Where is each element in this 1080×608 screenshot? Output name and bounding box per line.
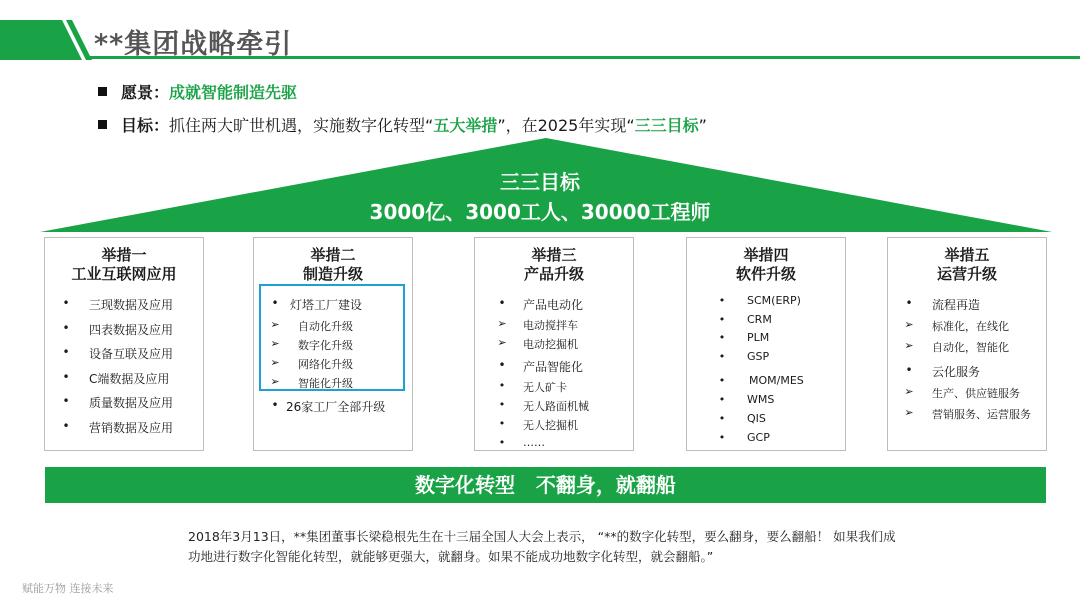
arrow-bullet-icon: ➢	[904, 385, 914, 398]
list-item	[888, 339, 1046, 363]
list-item	[254, 398, 412, 420]
arrow-bullet-icon: ➢	[270, 318, 280, 331]
bullet-icon: •	[498, 358, 506, 372]
list-item	[475, 358, 633, 379]
list-item	[687, 374, 845, 393]
goal-text-3: ”	[698, 116, 707, 135]
bullet-icon: •	[498, 296, 506, 310]
list-item-label: 电动挖掘机	[523, 338, 578, 351]
arrow-bullet-icon: ➢	[497, 336, 507, 349]
list-item-label: QIS	[747, 412, 766, 425]
pillar-2-title-line1: 举措二	[310, 246, 356, 264]
bullet-icon: •	[718, 294, 726, 307]
pillar-4-title-line2: 软件升级	[735, 265, 796, 283]
list-item-label: MOM/MES	[749, 374, 804, 387]
pillar-1-title-line2: 工业互联网应用	[71, 265, 177, 283]
pillar-3-title	[475, 246, 633, 284]
bullet-icon: •	[498, 379, 506, 392]
arrow-bullet-icon: ➢	[270, 356, 280, 369]
arrow-bullet-icon: ➢	[904, 339, 914, 352]
pillar-5-title-line1: 举措五	[944, 246, 990, 264]
list-item-label: GCP	[747, 431, 770, 444]
bullet-icon: •	[498, 417, 506, 430]
bullet-icon: •	[498, 436, 506, 449]
bullet-icon: •	[62, 394, 70, 408]
goal-highlight-2: 三三目标	[634, 116, 699, 135]
list-item-label: 无人挖掘机	[523, 419, 578, 432]
bullet-icon: •	[718, 374, 726, 387]
list-item-label: 流程再造	[932, 298, 981, 312]
pillar-3-items	[475, 296, 633, 450]
arrow-bullet-icon: ➢	[904, 318, 914, 331]
list-item-label: C端数据及应用	[89, 371, 170, 386]
bullet-icon: •	[718, 412, 726, 425]
list-item	[475, 398, 633, 417]
highlight-box	[259, 284, 405, 391]
list-item-label: 自动化升级	[298, 320, 353, 333]
pillar-4	[686, 237, 846, 451]
pillar-4-items	[687, 294, 845, 449]
goal-label: 目标：	[121, 116, 170, 135]
list-item-label: WMS	[747, 393, 775, 406]
list-item	[888, 363, 1046, 385]
bullet-icon: •	[271, 296, 279, 310]
list-item	[687, 350, 845, 374]
list-item-label: 营销数据及应用	[89, 420, 174, 435]
list-item	[475, 436, 633, 450]
list-item-label: 电动搅拌车	[523, 319, 578, 332]
list-item-label: 无人矿卡	[523, 381, 567, 394]
list-item	[888, 296, 1046, 318]
list-item-label: 网络化升级	[298, 358, 353, 371]
arrow-bullet-icon: ➢	[497, 317, 507, 330]
pillar-1	[44, 237, 204, 451]
list-item	[687, 393, 845, 412]
roof-subtitle: 3000亿、3000工人、30000工程师	[369, 200, 711, 224]
list-item	[45, 321, 203, 346]
vision-value: 成就智能制造先驱	[169, 83, 298, 102]
list-item	[888, 318, 1046, 339]
arrow-bullet-icon: ➢	[270, 337, 280, 350]
arrow-bullet-icon: ➢	[904, 406, 914, 419]
list-item	[475, 296, 633, 317]
pillar-5	[887, 237, 1047, 451]
list-item-label: 设备互联及应用	[89, 347, 174, 361]
bullet-icon: •	[62, 369, 70, 384]
list-item-label: 自动化，智能化	[932, 341, 1009, 354]
list-item-label: 产品智能化	[523, 360, 584, 374]
list-item	[45, 419, 203, 444]
bullet-icon: •	[718, 331, 726, 344]
bullet-icon: •	[718, 393, 726, 406]
quote-text: 2018年3月13日，**集团董事长梁稳根先生在十三届全国人大会上表示， “**的数字化转型，要么翻身，要么翻船！ 如果我们成功地进行数字化智能化转型，就能够更强大，就翻身。如果不能成功地数字化转型，就会翻船。”	[188, 529, 896, 564]
vision-line	[98, 80, 297, 103]
pillar-5-title-line2: 运营升级	[936, 265, 997, 283]
list-item-label: 标准化，在线化	[932, 320, 1009, 333]
pillar-5-items	[888, 296, 1046, 427]
list-item	[687, 331, 845, 350]
goal-line	[98, 113, 707, 136]
pillar-1-items	[45, 296, 203, 443]
footer-slogan: 赋能万物 连接未来	[22, 582, 114, 595]
list-item-label: CRM	[747, 313, 772, 326]
bullet-icon: •	[718, 313, 726, 326]
vision-label: 愿景：	[121, 83, 170, 102]
list-item	[687, 412, 845, 431]
goal-text-2: ”，在2025年实现“	[497, 116, 635, 135]
list-item-label: 三现数据及应用	[89, 298, 174, 312]
list-item-label: 四表数据及应用	[89, 322, 174, 337]
list-item-label: SCM(ERP)	[747, 294, 801, 307]
list-item-label: PLM	[747, 331, 770, 344]
bullet-icon: •	[62, 345, 70, 359]
pillar-1-title-line1: 举措一	[101, 246, 147, 264]
list-item-label: 数字化升级	[298, 339, 353, 352]
goal-highlight-1: 五大举措	[433, 116, 498, 135]
page-title: **集团战略牵引	[94, 29, 293, 60]
pillar-2-title-line2: 制造升级	[302, 265, 363, 283]
pillar-5-title	[888, 246, 1046, 284]
list-item	[888, 406, 1046, 427]
bullet-icon: •	[62, 320, 70, 335]
goal-text-1: 抓住两大旷世机遇，实施数字化转型“	[169, 116, 434, 135]
square-bullet-icon	[98, 120, 107, 129]
list-item	[475, 379, 633, 398]
list-item-label: GSP	[747, 350, 770, 363]
list-item	[45, 345, 203, 370]
bullet-icon: •	[62, 296, 70, 310]
bullet-icon: •	[905, 296, 913, 310]
list-item-label: ……	[523, 436, 545, 449]
list-item-label: 无人路面机械	[523, 400, 589, 413]
list-item	[45, 370, 203, 395]
list-item-label: 质量数据及应用	[89, 396, 174, 410]
square-bullet-icon	[98, 87, 107, 96]
pillar-4-title	[687, 246, 845, 284]
bullet-icon: •	[271, 398, 279, 412]
list-item	[475, 317, 633, 336]
pillar-3-title-line1: 举措三	[531, 246, 577, 264]
list-item	[888, 385, 1046, 406]
list-item	[475, 417, 633, 436]
bullet-icon: •	[905, 363, 913, 377]
bullet-icon: •	[62, 418, 70, 433]
foundation-band: 数字化转型 不翻身，就翻船	[45, 467, 1046, 503]
list-item-label: 营销服务、运营服务	[932, 408, 1031, 421]
pillar-3-title-line2: 产品升级	[523, 265, 584, 283]
list-item	[687, 431, 845, 449]
list-item	[475, 336, 633, 358]
list-item-label: 云化服务	[932, 365, 981, 379]
pillar-4-title-line1: 举措四	[743, 246, 789, 264]
list-item-label: 生产、供应链服务	[932, 387, 1020, 400]
pillar-2-title	[254, 246, 412, 284]
arrow-bullet-icon: ➢	[270, 375, 280, 388]
roof-title: 三三目标	[500, 170, 580, 194]
list-item	[687, 313, 845, 331]
list-item	[45, 394, 203, 419]
list-item-label: 智能化升级	[298, 377, 353, 390]
list-item-label: 产品电动化	[523, 298, 584, 312]
bullet-icon: •	[718, 350, 726, 363]
bullet-icon: •	[718, 431, 726, 444]
list-item-label: 灯塔工厂建设	[290, 298, 363, 312]
list-item-label: 26家工厂全部升级	[286, 400, 386, 414]
pillar-3	[474, 237, 634, 451]
list-item	[45, 296, 203, 321]
bullet-icon: •	[498, 398, 506, 411]
pillar-1-title	[45, 246, 203, 284]
list-item	[687, 294, 845, 313]
